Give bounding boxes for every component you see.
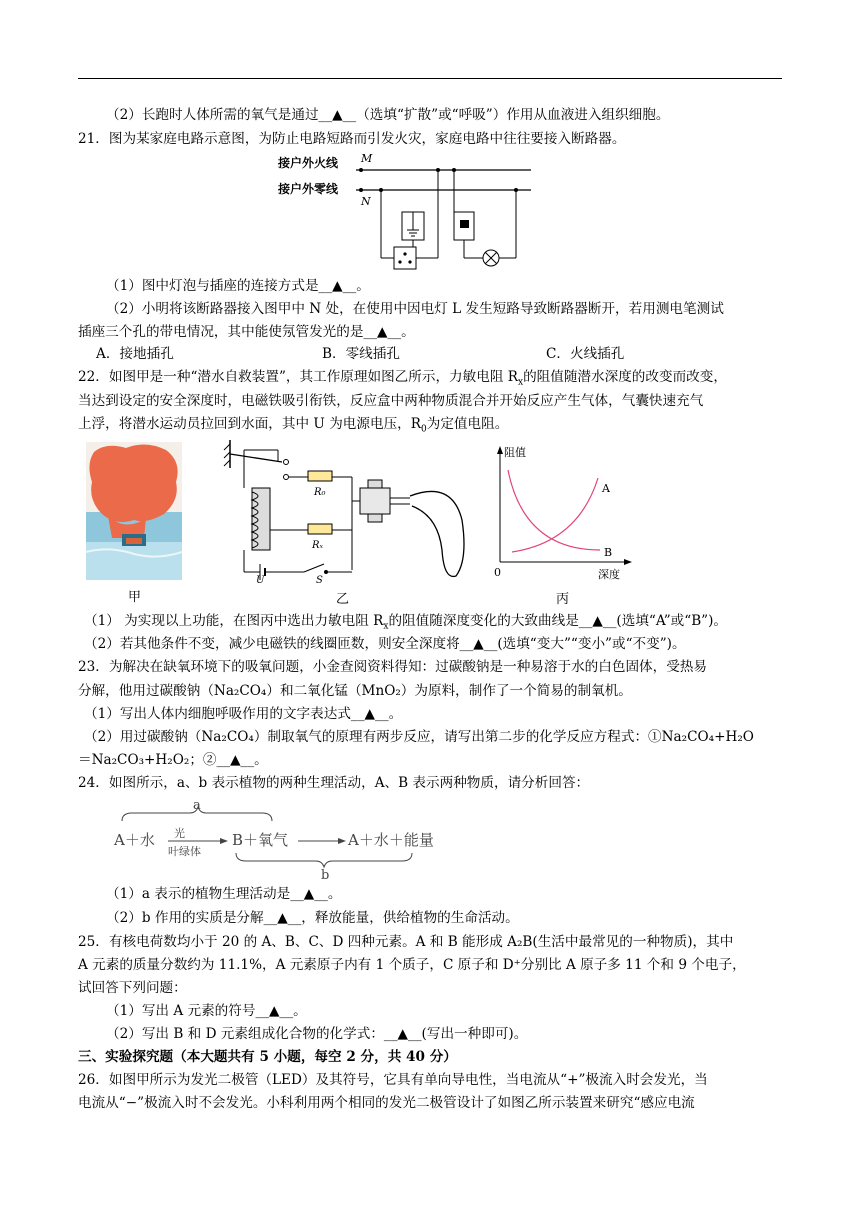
q24-part1: （1）a 表示的植物生理活动是__▲__。 [106, 886, 342, 902]
q23-stem-line1: 23．为解决在缺氧环境下的吸氧问题，小金查阅资料得知：过碳酸钠是一种易溶于水的白色固体，受热易 [78, 659, 708, 675]
q22-part1: （1） 为实现以上功能，在图丙中选出力敏电阻 $R_x$的阻值随深度变化的大致曲线是__▲__(选填“A”或“B”)。 [84, 613, 728, 632]
q25-stem-line2: A 元素的质量分数约为 11.1%，A 元素原子内有 1 个质子，C 原子和 D⁺分别比 A 原子多 11 个和 9 个电子， [78, 957, 746, 973]
q22-stem-line3: 上浮，将潜水运动员拉回到水面，其中 U 为电源电压，$R_0$为定值电阻。 [78, 416, 509, 435]
neutral-wire-label: 接户外零线 [278, 182, 339, 196]
q22-part2: （2）若其他条件不变，减少电磁铁的线圈匝数，则安全深度将__▲__(选填“变大”“变小”或“不变”)。 [84, 636, 686, 652]
label-chloroplast: 叶绿体 [168, 845, 201, 858]
fig-bing-caption: 丙 [556, 592, 570, 607]
q21-circuit-diagram [276, 150, 536, 275]
header-rule [78, 78, 782, 79]
reaction-box [360, 488, 390, 514]
curve-a-label: A [602, 482, 610, 495]
q23-part1: （1）写出人体内细胞呼吸作用的文字表达式__▲__。 [84, 706, 403, 722]
label-light: 光 [174, 827, 185, 840]
label-n: N [361, 195, 371, 208]
resistor-rx [308, 524, 332, 534]
section-3-heading: 三、实验探究题（本大题共有 5 小题，每空 2 分，共 40 分） [78, 1049, 457, 1065]
q22-stem-line1: 22．如图甲是一种“潜水自救装置”，其工作原理如图乙所示，力敏电阻 $R_x$的阻值随潜水深度的改变而改变， [78, 369, 727, 388]
q25-part1: （1）写出 A 元素的符号__▲__。 [106, 1003, 307, 1019]
label-m: M [361, 152, 373, 165]
socket-icon [394, 247, 416, 269]
q25-stem-line1: 25．有核电荷数均小于 20 的 A、B、C、D 四种元素。A 和 B 能形成 A₂B(生活中最常见的一种物质)，其中 [78, 934, 734, 950]
label-b: b [321, 868, 330, 879]
q22-relay-circuit [212, 440, 474, 585]
fig-jia-caption: 甲 [128, 590, 142, 605]
equation-middle: B＋氧气 [232, 831, 289, 849]
q24-stem: 24．如图所示，a、b 表示植物的两种生理活动，A、B 表示两种物质，请分析回答： [78, 775, 590, 791]
q22-stem-line2: 当达到设定的安全深度时，电磁铁吸引衔铁，反应盒中两种物质混合并开始反应产生气体，气囊快速充气 [78, 393, 704, 409]
y-axis-label: 阻值 [504, 446, 526, 459]
diver-airbag-photo [86, 442, 182, 580]
q23-stem-line2: 分解，他用过碳酸钠（Na₂CO₄）和二氧化锰（MnO₂）为原料，制作了一个简易的制氧机。 [78, 683, 632, 699]
label-r0: R₀ [314, 487, 326, 498]
q24-photosynthesis-respiration-diagram [112, 797, 452, 879]
q24-part2: （2）b 作用的实质是分解__▲__，释放能量，供给植物的生命活动。 [106, 910, 519, 926]
label-a: a [193, 798, 201, 813]
live-wire-label: 接户外火线 [278, 156, 339, 170]
label-rx: Rₓ [312, 540, 324, 551]
q22-resistance-depth-graph [488, 442, 638, 582]
option-b: B．零线插孔 [322, 346, 400, 362]
option-c: C．火线插孔 [546, 346, 625, 362]
curve-b-label: B [604, 546, 613, 559]
q21-part2-line2: 插座三个孔的带电情况，其中能使氖管发光的是__▲__。 [78, 324, 415, 340]
equation-left: A＋水 [114, 831, 155, 849]
q26-stem-line2: 电流从“−”极流入时不会发光。小科利用两个相同的发光二极管设计了如图乙所示装置来研究“感应电流 [78, 1095, 695, 1111]
option-a: A．接地插孔 [96, 346, 174, 362]
q23-part2-line2: ＝Na₂CO₃+H₂O₂；②__▲__。 [78, 752, 268, 768]
airbag-tube [410, 491, 464, 576]
resistor-r0 [308, 471, 332, 481]
q21-part2-line1: （2）小明将该断路器接入图甲中 N 处，在使用中因电灯 L 发生短路导致断路器断开，若用测电笔测试 [106, 301, 724, 317]
label-u: U [256, 575, 265, 585]
q21-stem: 21．图为某家庭电路示意图，为防止电路短路而引发火灾，家庭电路中往往要接入断路器。 [78, 131, 626, 147]
label-s: S [316, 575, 323, 585]
q21-part1: （1）图中灯泡与插座的连接方式是__▲__。 [106, 278, 370, 294]
q23-part2-line1: （2）用过碳酸钠（Na₂CO₄）制取氧气的原理有两步反应，请写出第二步的化学反应方程式：①Na₂CO₄+H₂O [84, 729, 754, 745]
fig-yi-caption: 乙 [336, 592, 350, 607]
x-axis-label: 深度 [598, 568, 620, 581]
q25-part2: （2）写出 B 和 D 元素组成化合物的化学式：__▲__(写出一种即可)。 [106, 1026, 528, 1042]
q25-stem-line3: 试回答下列问题： [78, 980, 187, 996]
graph-origin: 0 [494, 566, 501, 579]
q20-part2: （2）长跑时人体所需的氧气是通过__▲__（选填“扩散”或“呼吸”）作用从血液进入组织细胞。 [106, 107, 670, 123]
q26-stem-line1: 26．如图甲所示为发光二极管（LED）及其符号，它具有单向导电性，当电流从“+”极流入时会发光，当 [78, 1072, 708, 1088]
equation-right: A＋水＋能量 [348, 831, 434, 849]
